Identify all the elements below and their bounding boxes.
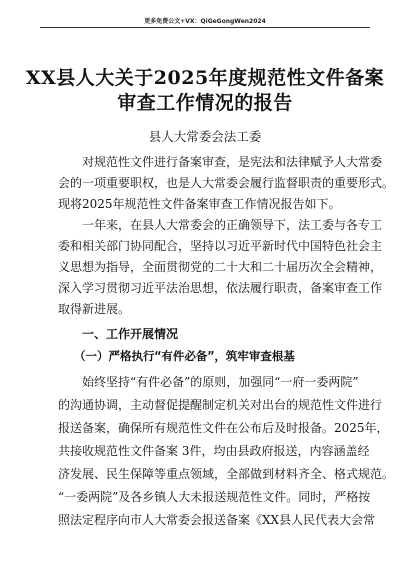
body-line: 深入学习贯彻习近平法治思想，依法履行职责，备案审查工作 [58,281,383,295]
body-line: 报送备案，确保所有规范性文件在公布后及时报备。2025年， [58,421,389,435]
body-line: 济发展、民生保障等重点领域，全部做到材料齐全、格式规范。 [58,467,395,481]
body-line: 照法定程序向市人大常委会报送备案《XX县人民代表大会常 [58,513,376,527]
body-line: 取得新进展。 [58,302,131,316]
subsection-heading: （一）严格执行“有件必备”，筑牢审查根基 [74,349,295,363]
header-note: 更多免费公文+VX：QiGeGongWen2024 [144,18,266,25]
body-line: 会的一项重要职权，也是人大常委会履行监督职责的重要形式。 [58,176,395,190]
body-line: “一委两院”及各乡镇人大未报送规范性文件。同时，严格按 [58,490,371,504]
body-line: 的沟通协调，主动督促提醒制定机关对出台的规范性文件进行 [58,398,383,412]
document-title-line-1: XX县人大关于2025年度规范性文件备案 [25,67,385,89]
body-line: 现将2025年规范性文件备案审查工作情况报告如下。 [58,197,341,211]
body-line: 一年来，在县人大常委会的正确领导下，法工委与各专工 [82,218,383,232]
section-heading: 一、工作开展情况 [82,327,179,341]
author-line: 县人大常委会法工委 [148,129,262,144]
body-line: 共接收规范性文件备案 3件，均由县政府报送，内容涵盖经 [58,444,370,458]
body-line: 委和相关部门协同配合，坚持以习近平新时代中国特色社会主 [58,239,383,253]
body-line: 对规范性文件进行备案审查，是宪法和法律赋予人大常委 [82,155,383,169]
body-line: 义思想为指导，全面贯彻党的二十大和二十届历次全会精神， [58,260,383,274]
body-line: 始终坚持“有件必备”的原则，加强同“一府一委两院” [82,375,359,389]
header-divider [40,27,370,28]
document-title-line-2: 审查工作情况的报告 [117,92,293,114]
